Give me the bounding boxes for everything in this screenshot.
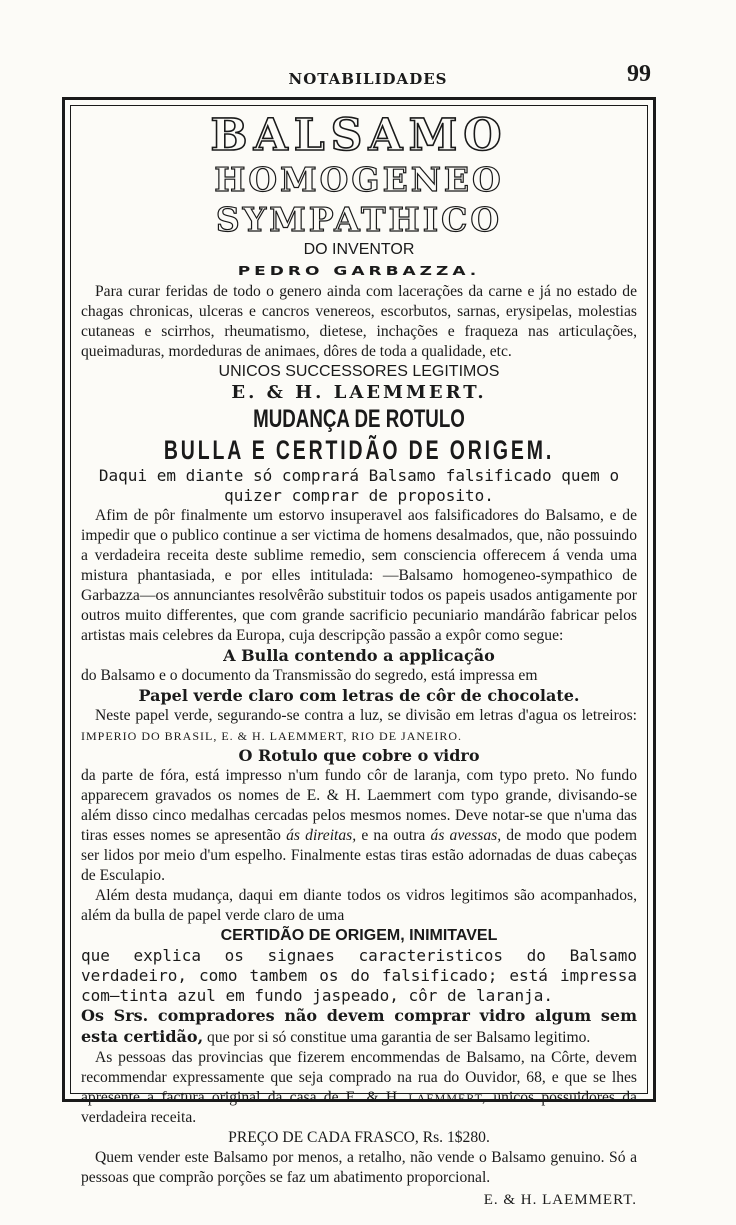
label-paragraph — [81, 766, 637, 886]
provinces-text: As pessoas das provincias que fizerem encommendas de Balsamo, na Côrte, devem recommendar expressamente que seja comprado na rua do Ouvidor, 68, e que se lhes apresente a factura original da casa de E. & H. — [81, 1049, 637, 1106]
watermark-text: Neste papel verde, segurando-se contra a luz, se divisão em letras d'agua os letreiros: — [95, 707, 637, 724]
explanation-paragraph: Afim de pôr finalmente um estorvo insuperavel aos falsificadores do Balsamo, e de impedir que o publico continue a ser victima de homens desalmados, que, não possuindo a verdadeira receita deste sublime remedio, sem consciencia offerecem á venda uma mistura phantasiada, e por elles intitulada: —Balsamo homogeneo-sympathico de Garbazza—os annunciantes resolvêrão substituir todos os papeis usados antigamente por outros muito differentes, que com grande sacrificio pecuniario mandárão fabricar pelos artistas mais celebres da Europa, cuja descripção passão a expôr como segue: — [81, 507, 637, 644]
by-inventor: DO INVENTOR — [303, 241, 415, 258]
inner-border — [70, 105, 648, 1208]
indications-paragraph: Para curar feridas de todo o genero ainda com lacerações da carne e já no estado de chagas chronicas, ulceras e cancros venereos, escorbutos, sarnas, erysipelas, molestias cutaneas e scirrhos, rheumatismo, dietese, inchações e fraqueza nas articulações, queimaduras, mordeduras de animaes, dôres de toda a qualidade, etc. — [81, 283, 637, 360]
provinces-paragraph — [81, 1048, 637, 1128]
label-text-2: e na outra — [361, 827, 426, 844]
advertisement-frame — [62, 97, 656, 1208]
label-avessas: ás avessas, — [430, 827, 502, 844]
page-number: 99 — [627, 61, 651, 87]
heading-green-paper: Papel verde claro com letras de côr de chocolate. — [138, 686, 580, 705]
change-paragraph: Além desta mudança, daqui em diante todos os vidros legitimos são acompanhados, além da bulla de papel verde claro de uma — [81, 887, 637, 924]
page-header — [0, 62, 736, 92]
heading-label-change: MUDANÇA DE ROTULO — [253, 405, 465, 433]
price-line: PREÇO DE CADA FRASCO, Rs. 1$280. — [228, 1129, 490, 1146]
inventor-name: PEDRO GARBAZZA. — [237, 263, 481, 279]
company-name: E. & H. LAEMMERT. — [231, 382, 487, 403]
successors-line: UNICOS SUCCESSORES LEGITIMOS — [218, 363, 500, 380]
watermark-paragraph — [81, 706, 637, 746]
watermark-letters: IMPERIO DO BRASIL, E. & H. LAEMMERT, RIO DE JANEIRO. — [81, 729, 463, 743]
title-homogeneo: HOMOGENEO SYMPATHICO — [214, 160, 504, 239]
advertisement-body — [81, 112, 637, 1225]
retail-paragraph: Quem vender este Balsamo por menos, a retalho, não vende o Balsamo genuino. Só a pessoas que comprão porções se faz um abatimento proporcional. — [81, 1149, 637, 1186]
heading-bulla-application: A Bulla contendo a applicação — [223, 646, 495, 665]
running-title: NOTABILIDADES — [288, 70, 448, 88]
title-balsamo: BALSAMO — [210, 110, 508, 161]
certificate-paragraph: que explica os signaes caracteristicos do Balsamo verdadeiro, como tambem os do falsificado; está impressa com—tinta azul em fundo jaspeado, côr de laranja. — [81, 946, 637, 1005]
heading-label-glass: O Rotulo que cobre o vidro — [238, 746, 480, 765]
label-text-1: da parte de fóra, está impresso n'um fundo côr de laranja, com typo preto. No fundo apparecem gravados os nomes de E. & H. Laemmert com typo grande, divisando-se além disso cinco medalhas cercadas pelos mesmos nomes. Deve notar-se que n'uma das tiras esses nomes se apresentão — [81, 767, 637, 844]
heading-certificate: CERTIDÃO DE ORIGEM, INIMITAVEL — [220, 927, 498, 944]
bulla-paragraph: do Balsamo e o documento da Transmissão do segredo, está impressa em — [81, 667, 538, 684]
label-text-3: de modo que podem ser lidos por meio d'um espelho. Finalmente estas tiras estão adornadas de duas cabeças de Esculapio. — [81, 827, 637, 884]
warning-line: Daqui em diante só comprará Balsamo falsificado quem o quizer comprar de proposito. — [98, 466, 620, 505]
label-direitas: ás direitas, — [286, 827, 357, 844]
heading-bulla: BULLA E CERTIDÃO DE ORIGEM. — [163, 435, 555, 465]
signature: E. & H. LAEMMERT. — [483, 1192, 637, 1208]
provinces-text-2: unicos possuidores da verdadeira receita. — [81, 1089, 637, 1126]
buyers-warning: Os Srs. compradores não devem comprar vidro algum sem esta certidão, — [81, 1006, 637, 1046]
provinces-laemmert: LAEMMERT, — [408, 1091, 487, 1105]
buyers-text: que por si só constitue uma garantia de ser Balsamo legitimo. — [207, 1029, 591, 1046]
buyers-paragraph — [81, 1006, 637, 1048]
